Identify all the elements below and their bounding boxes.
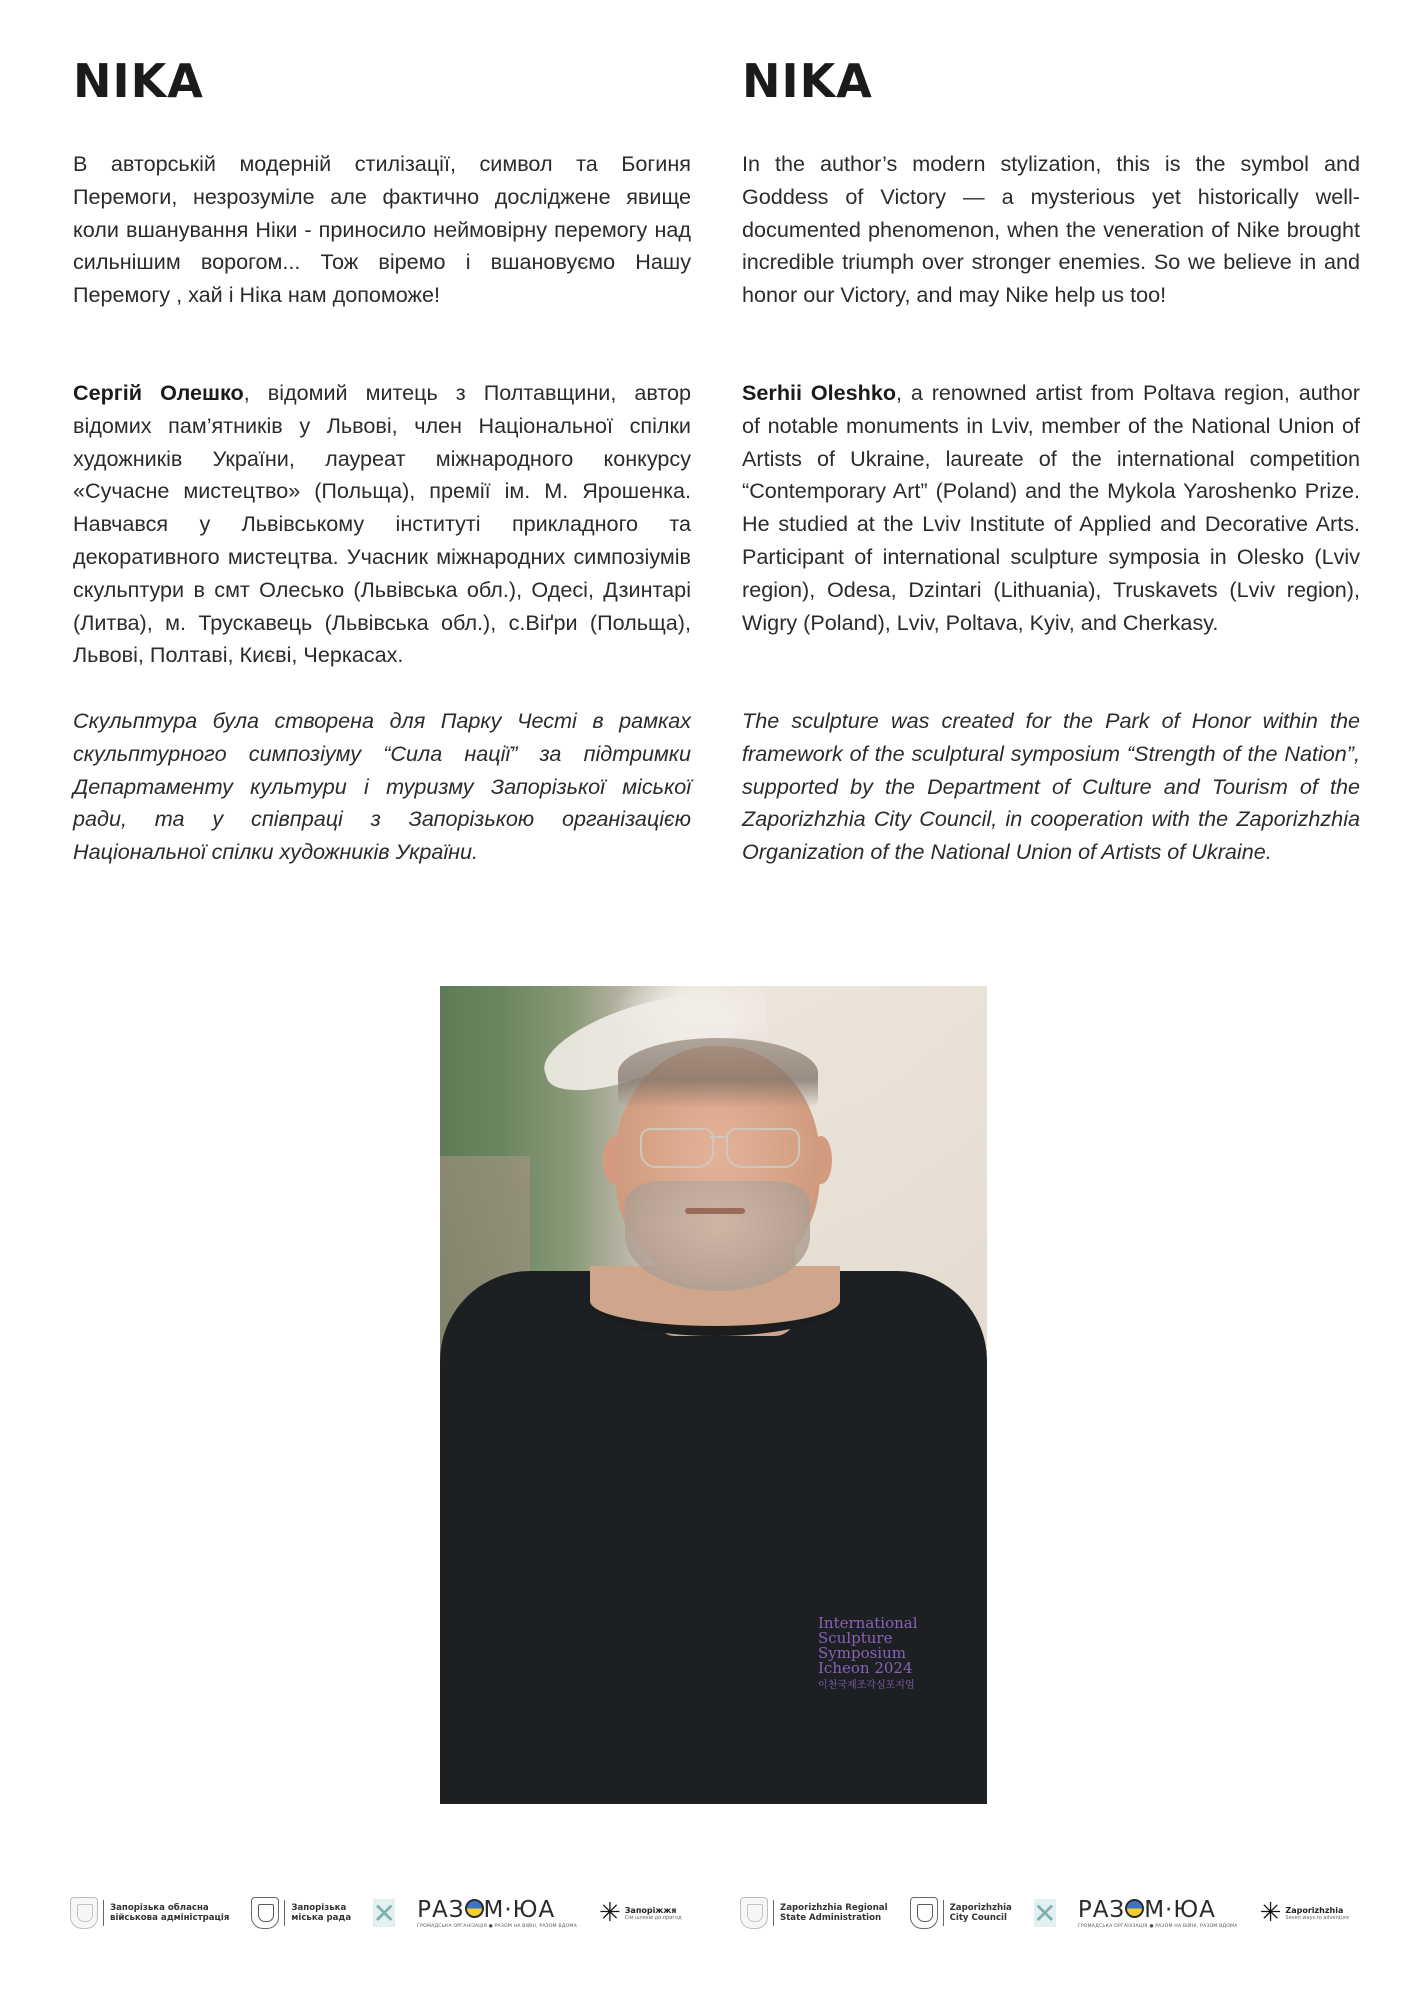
zap-logo-name: Запоріжжя (624, 1905, 677, 1915)
x-logo-icon: ✕ (372, 1896, 396, 1930)
logo-city-council-uk (251, 1897, 351, 1929)
x-logo-icon: ✕ (1033, 1896, 1057, 1930)
logo-text-line: Zaporizhzhia Regional (780, 1903, 888, 1913)
glasses-icon (640, 1128, 800, 1168)
logo-text-line: Запорізька (291, 1903, 347, 1913)
shirt-print-korean: 이천국제조각심포지엄 (818, 1680, 915, 1691)
ukraine-flag-circle-icon (465, 1899, 484, 1918)
logo-regional-administration-uk (70, 1897, 229, 1929)
partner-logos-en (740, 1893, 1362, 1933)
zap-logo-tagline: Сім шляхів до пригод (624, 1914, 682, 1921)
zap-logo-name: Zaporizhzhia (1285, 1905, 1344, 1915)
beard (625, 1181, 810, 1291)
artist-bio-paragraph-en (742, 377, 1360, 639)
logo-razom-ua (1078, 1898, 1238, 1929)
razom-name-part: М·ЮА (483, 1896, 556, 1923)
divider (943, 1900, 944, 1926)
mouth (685, 1208, 745, 1214)
razom-tagline: ГРОМАДСЬКА ОРГАНІЗАЦІЯ ● РАЗОМ НА ВІЙНІ, РАЗОМ ВДОМА (1077, 1923, 1238, 1929)
divider (284, 1900, 285, 1926)
logo-razom-ua (417, 1898, 577, 1929)
shirt-print-line: International (818, 1614, 918, 1632)
artist-name-en: Serhii Oleshko (742, 380, 897, 405)
divider (103, 1900, 104, 1926)
intro-paragraph-uk: В авторській модерній стилізації, символ та Богиня Перемоги, незрозуміле але фактично досліджене явище коли вшанування Ніки - приносило неймовірну перемогу над сильнішим ворогом... Тож віремо і вшановуємо Нашу Перемогу , хай і Ніка нам допоможе! (73, 151, 691, 308)
razom-name-part: РАЗ (417, 1896, 465, 1923)
city-coat-of-arms-icon (910, 1897, 938, 1929)
logo-text-line: Запорізька обласна (110, 1903, 209, 1913)
coat-of-arms-icon (70, 1897, 98, 1929)
logo-zaporizhzhia-tourism-en (1260, 1900, 1349, 1926)
logo-text-line: військова адміністрація (110, 1913, 230, 1923)
logo-text-line: State Administration (780, 1913, 882, 1923)
artist-portrait-photo (440, 986, 987, 1804)
shirt-print (818, 1616, 938, 1693)
coat-of-arms-icon (740, 1897, 768, 1929)
logo-text-line: міська рада (291, 1913, 352, 1923)
razom-name-part: РАЗ (1077, 1896, 1126, 1923)
artist-bio-text-en: , a renowned artist from Poltava region, author of notable monuments in Lviv, member of the National Union of Artists of Ukraine, laureate of the international competition “Contemporary Art” (Poland) and the Mykola Yaroshenko Prize. He studied at the Lviv Institute of Applied and Decorative Arts. Participant of international sculpture symposia in Olesko (Lviv region), Odesa, Dzintari (Lithuania), Truskavets (Lviv region), Wigry (Poland), Lviv, Poltava, Kyiv, and Cherkasy. (742, 380, 1360, 635)
sculpture-note-paragraph-uk: Скульптура була створена для Парку Честі в рамках скульптурного симпозіуму “Сила нації” за підтримки Департаменту культури і туризму Запорізької міської ради, та у співпраці з Запорізькою організацією Національної спілки художників України. (73, 708, 691, 865)
logo-text-line: Zaporizhzhia (949, 1903, 1012, 1913)
divider (773, 1900, 774, 1926)
city-coat-of-arms-icon (251, 1897, 279, 1929)
razom-name-part: М·ЮА (1144, 1896, 1216, 1923)
zap-logo-tagline: Seven ways to adventure (1285, 1914, 1349, 1921)
burst-logo-icon: ✳ (598, 1898, 621, 1928)
intro-paragraph-en: In the author’s modern stylization, this is the symbol and Goddess of Victory — a mysterious yet historically well-documented phenomenon, when the veneration of Nike brought incredible triumph over stronger enemies. So we believe in and honor our Victory, and may Nike help us too! (742, 151, 1360, 308)
artist-name-uk: Сергій Олешко (73, 380, 244, 405)
shirt-print-line: Icheon 2024 (818, 1659, 913, 1677)
shirt-print-line: Sculpture (818, 1629, 893, 1647)
logo-zaporizhzhia-tourism-uk (599, 1900, 682, 1926)
logo-text-line: City Council (949, 1913, 1007, 1923)
razom-tagline: ГРОМАДСЬКА ОРГАНІЗАЦІЯ ● РАЗОМ НА ВІЙНІ, РАЗОМ ВДОМА (417, 1923, 577, 1929)
artist-bio-paragraph-uk (73, 377, 691, 672)
shirt-print-line: Symposium (818, 1644, 906, 1662)
ukraine-flag-circle-icon (1125, 1899, 1144, 1918)
logo-regional-administration-en (740, 1897, 888, 1929)
glasses-bridge (710, 1136, 726, 1138)
hair (618, 1038, 818, 1108)
partner-logos-uk (70, 1893, 692, 1933)
glasses-lens-right (726, 1128, 800, 1168)
title-uk: NIKA (73, 54, 204, 108)
sculpture-note-paragraph-en: The sculpture was created for the Park of Honor within the framework of the sculptural symposium “Strength of the Nation”, supported by the Department of Culture and Tourism of the Zaporizhzhia City Council, in cooperation with the Zaporizhzhia Organization of the National Union of Artists of Ukraine. (742, 708, 1360, 865)
logo-city-council-en (910, 1897, 1012, 1929)
title-en: NIKA (742, 54, 873, 108)
black-tshirt (440, 1271, 987, 1804)
glasses-lens-left (640, 1128, 714, 1168)
artist-bio-text-uk: , відомий митець з Полтавщини, автор відомих пам’ятників у Львові, член Національної спілки художників України, лауреат міжнародного конкурсу «Сучасне мистецтво» (Польща), премії ім. М. Ярошенка. Навчався у Львівському інституті прикладного та декоративного мистецтва. Учасник міжнародних симпозіумів скульптури в смт Олесько (Львівська обл.), Одесі, Дзинтарі (Литва), м. Трускавець (Львівська обл.), с.Віґри (Польща), Львові, Полтаві, Києві, Черкасах. (73, 380, 692, 668)
burst-logo-icon: ✳ (1259, 1898, 1282, 1928)
